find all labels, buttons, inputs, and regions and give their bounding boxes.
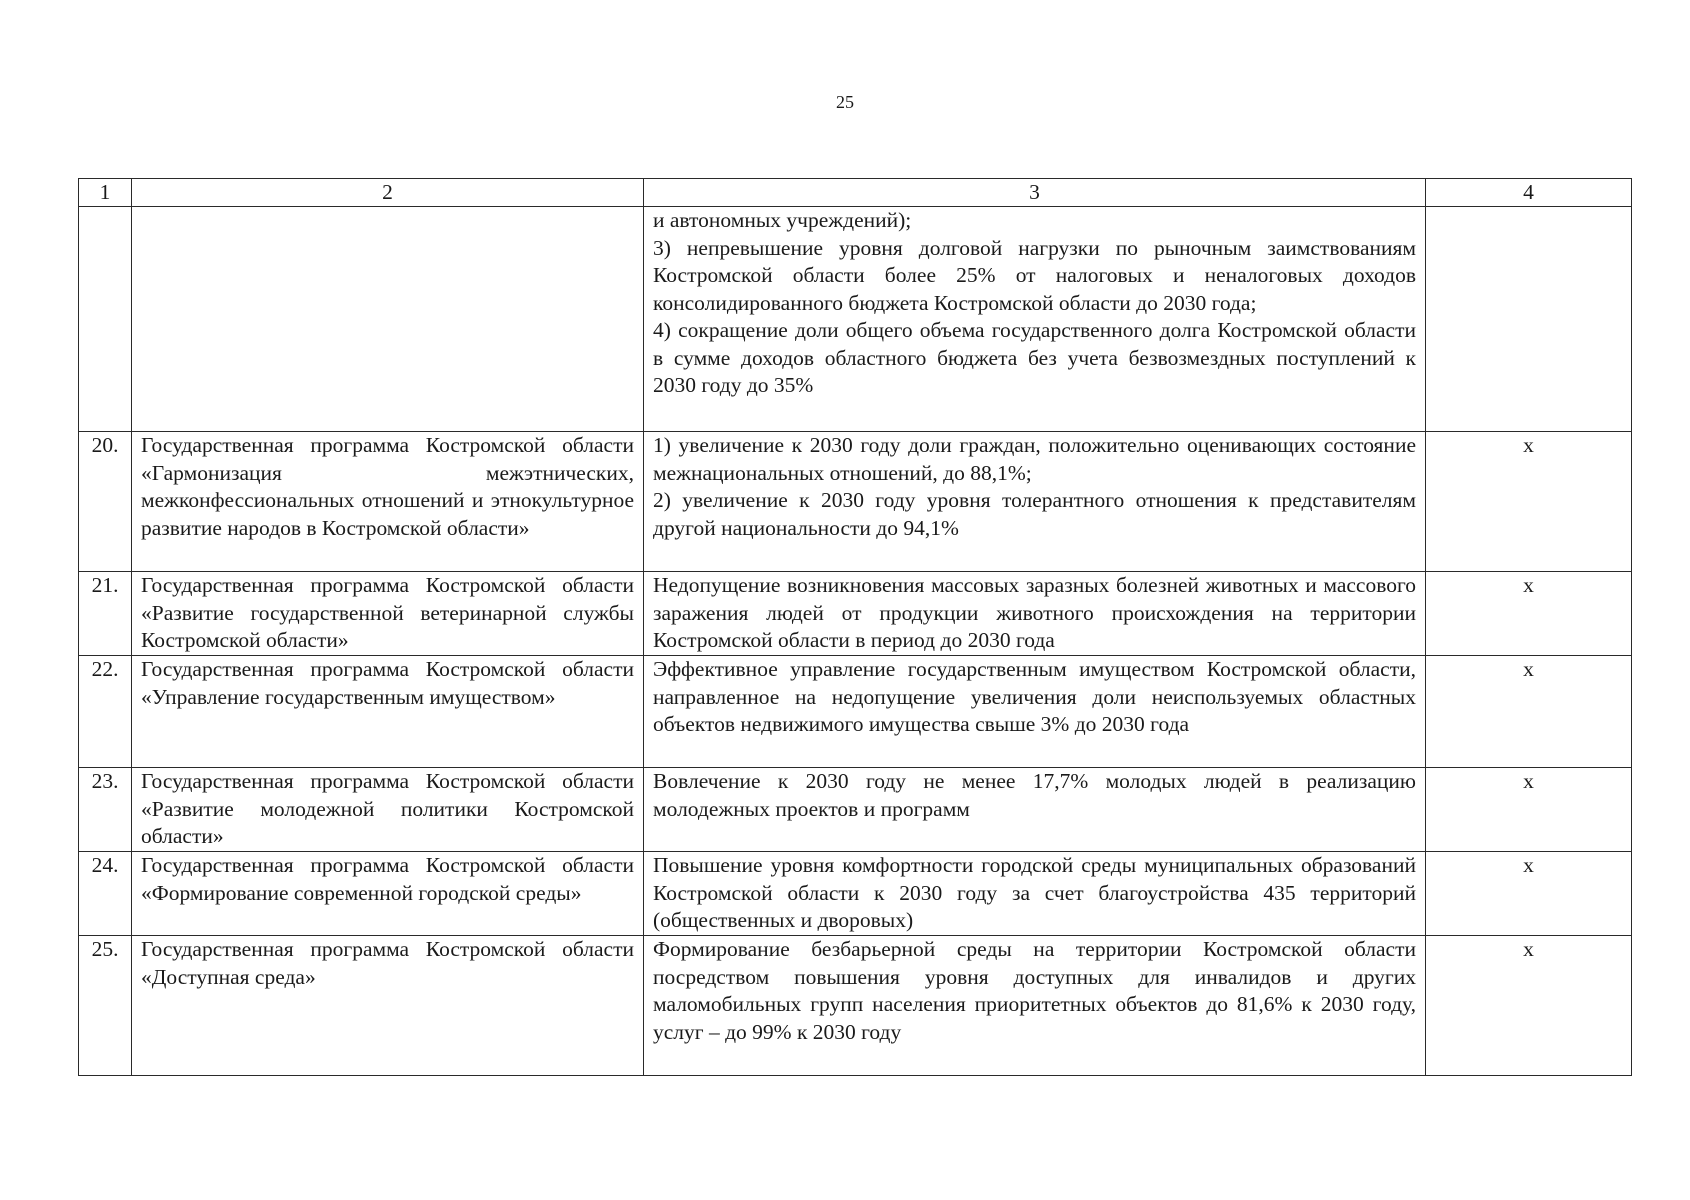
continuation-program-cell bbox=[132, 207, 644, 432]
program-name: Государственная программа Костромской области «Гармонизация межэтнических, межконфессиональных отношений и этнокультурное развитие народов в Костромской области» bbox=[132, 432, 644, 572]
program-goal bbox=[644, 656, 1426, 768]
goal-line: Вовлечение к 2030 году не менее 17,7% молодых людей в реализацию молодежных проектов и программ bbox=[653, 769, 1416, 821]
table-row-21 bbox=[79, 572, 1632, 656]
goal-line: Формирование безбарьерной среды на территории Костромской области посредством повышения уровня доступных для инвалидов и других маломобильных групп населения приоритетных объектов до 81,6% к 2030 году, услуг – до 99% к 2030 году bbox=[653, 937, 1416, 1044]
column-header-1: 1 bbox=[79, 179, 132, 207]
program-goal bbox=[644, 432, 1426, 572]
row-number: 23. bbox=[79, 768, 132, 852]
table-row-24 bbox=[79, 852, 1632, 936]
goal-line: и автономных учреждений); bbox=[653, 208, 912, 232]
program-goal bbox=[644, 936, 1426, 1076]
goal-line: 3) непревышение уровня долговой нагрузки по рыночным заимствованиям Костромской области более 25% от налоговых и неналоговых доходов консолидированного бюджета Костромской области до 2030 года; bbox=[653, 235, 1416, 315]
program-name: Государственная программа Костромской области «Формирование современной городской среды» bbox=[132, 852, 644, 936]
column-header-2: 2 bbox=[132, 179, 644, 207]
program-name: Государственная программа Костромской области «Управление государственным имуществом» bbox=[132, 656, 644, 768]
row-mark: х bbox=[1426, 432, 1632, 572]
program-goal bbox=[644, 572, 1426, 656]
table-row-20 bbox=[79, 432, 1632, 572]
goal-line: Повышение уровня комфортности городской среды муниципальных образований Костромской области к 2030 году за счет благоустройства 435 территорий (общественных и дворовых) bbox=[653, 853, 1416, 932]
row-mark: х bbox=[1426, 936, 1632, 1076]
page-number: 25 bbox=[836, 92, 854, 112]
column-header-4: 4 bbox=[1426, 179, 1632, 207]
program-name: Государственная программа Костромской области «Доступная среда» bbox=[132, 936, 644, 1076]
goal-line: 1) увеличение к 2030 году доли граждан, положительно оценивающих состояние межнациональных отношений, до 88,1%; bbox=[653, 433, 1416, 485]
goal-line: 2) увеличение к 2030 году уровня толерантного отношения к представителям другой национальности до 94,1% bbox=[653, 488, 1416, 540]
row-mark: х bbox=[1426, 572, 1632, 656]
programs-table bbox=[78, 178, 1632, 1076]
goal-line: 4) сокращение доли общего объема государственного долга Костромской области в сумме доходов областного бюджета без учета безвозмездных поступлений к 2030 году до 35% bbox=[653, 318, 1416, 397]
row-mark: х bbox=[1426, 852, 1632, 936]
goal-line: Эффективное управление государственным имуществом Костромской области, направленное на недопущение увеличения доли неиспользуемых областных объектов недвижимого имущества свыше 3% до 2030 года bbox=[653, 657, 1416, 736]
program-goal bbox=[644, 852, 1426, 936]
row-number: 22. bbox=[79, 656, 132, 768]
table-row-25 bbox=[79, 936, 1632, 1076]
continuation-goal-cell bbox=[644, 207, 1426, 432]
row-mark: х bbox=[1426, 656, 1632, 768]
table-row-22 bbox=[79, 656, 1632, 768]
table-row-23 bbox=[79, 768, 1632, 852]
goal-line: Недопущение возникновения массовых заразных болезней животных и массового заражения людей от продукции животного происхождения на территории Костромской области в период до 2030 года bbox=[653, 573, 1416, 652]
table-row-continuation bbox=[79, 207, 1632, 432]
program-name: Государственная программа Костромской области «Развитие молодежной политики Костромской области» bbox=[132, 768, 644, 852]
row-number: 20. bbox=[79, 432, 132, 572]
program-name: Государственная программа Костромской области «Развитие государственной ветеринарной службы Костромской области» bbox=[132, 572, 644, 656]
row-number: 25. bbox=[79, 936, 132, 1076]
row-number: 21. bbox=[79, 572, 132, 656]
column-header-3: 3 bbox=[644, 179, 1426, 207]
row-number: 24. bbox=[79, 852, 132, 936]
continuation-mark-cell bbox=[1426, 207, 1632, 432]
row-mark: х bbox=[1426, 768, 1632, 852]
table-header-row bbox=[79, 179, 1632, 207]
continuation-num-cell bbox=[79, 207, 132, 432]
program-goal bbox=[644, 768, 1426, 852]
